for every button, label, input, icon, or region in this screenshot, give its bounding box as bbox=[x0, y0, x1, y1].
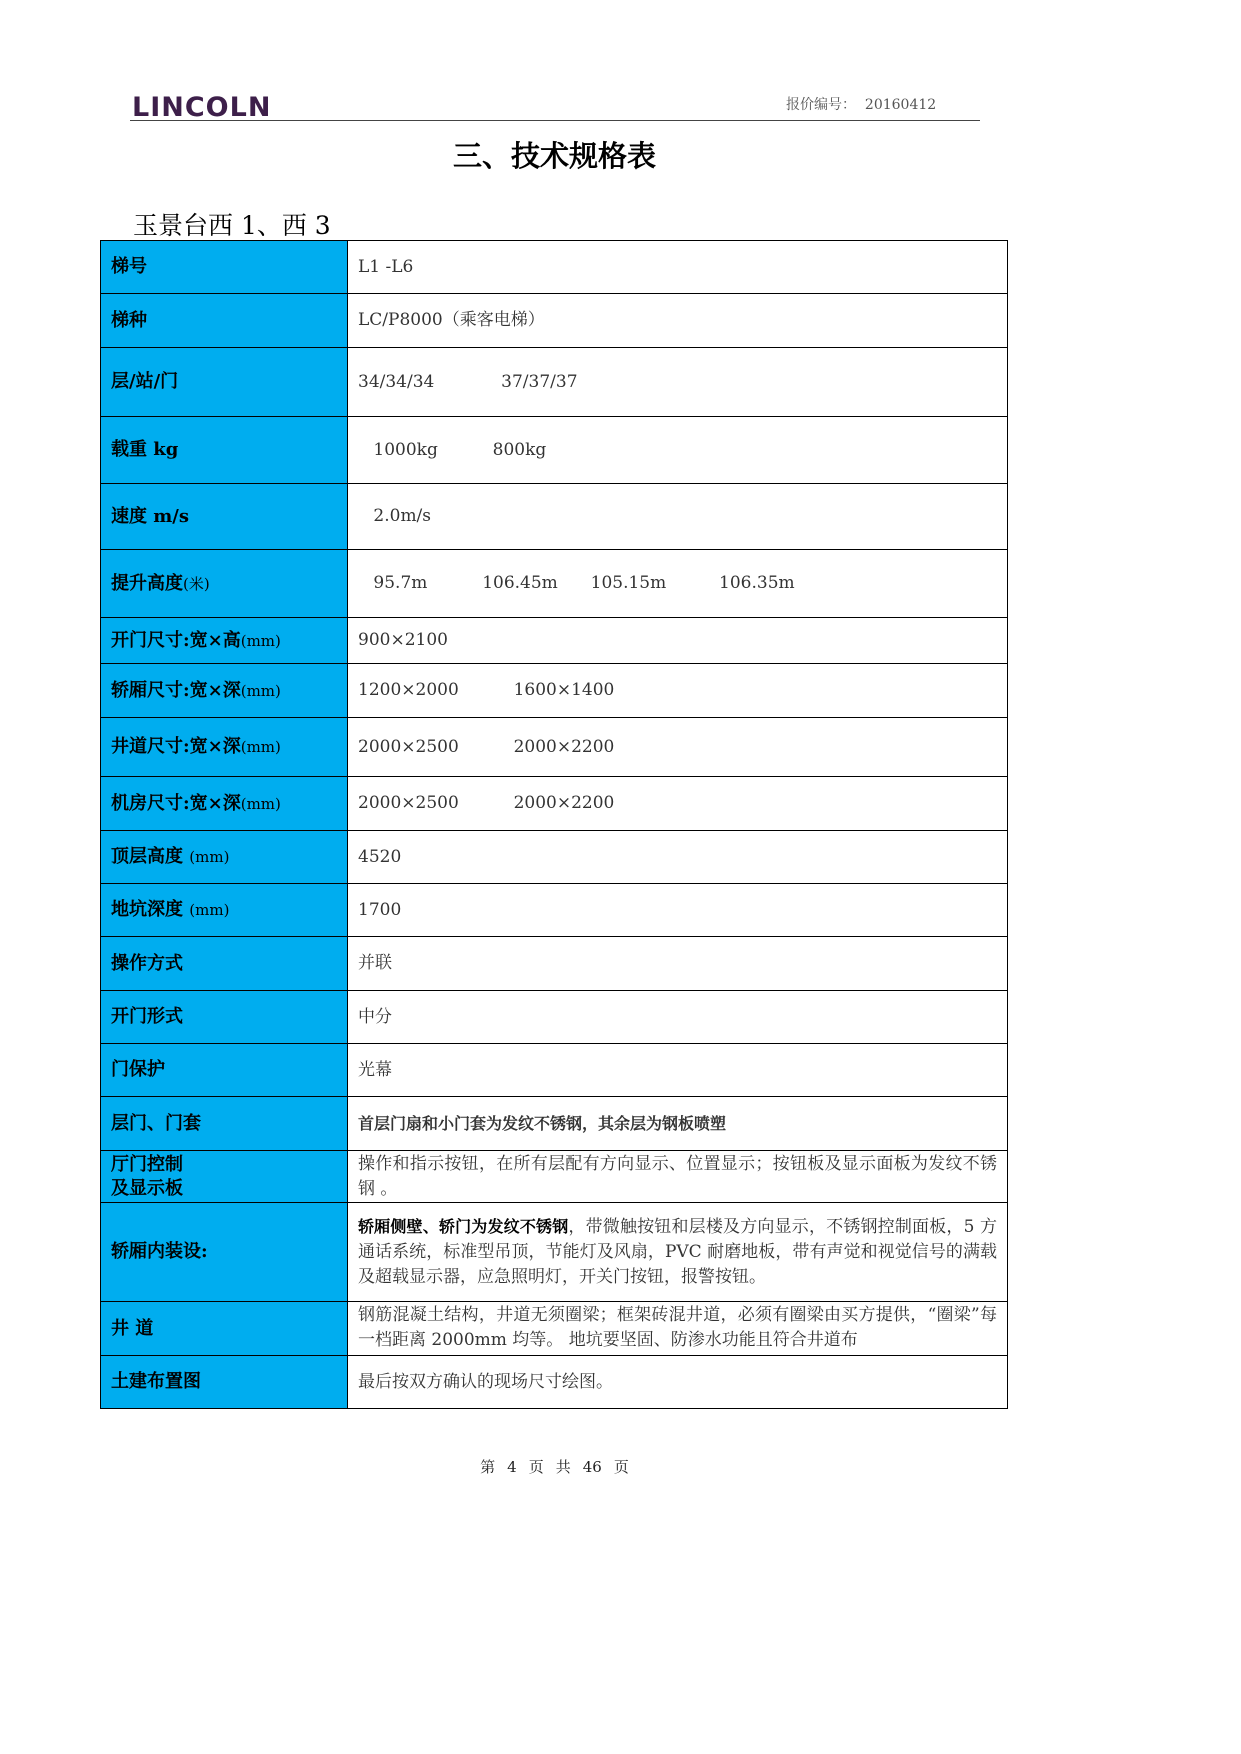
spec-row-door-type bbox=[101, 991, 1008, 1044]
spec-value-item: 900×2100 bbox=[358, 630, 448, 650]
spec-label: 土建布置图 bbox=[101, 1356, 348, 1409]
spec-value-text: 钢筋混凝土结构，井道无须圈梁；框架砖混井道，必须有圈梁由买方提供，“圈梁”每一档距离 2000mm 均等。 地坑要坚固、防渗水功能且符合井道布 bbox=[358, 1304, 997, 1350]
spec-row-load bbox=[101, 417, 1008, 484]
spec-value-item: 34/34/34 bbox=[358, 371, 435, 392]
spec-value-item: 2000×2200 bbox=[513, 793, 615, 813]
spec-label: 载重 kg bbox=[101, 417, 348, 484]
spec-row-speed bbox=[101, 484, 1008, 550]
spec-value-item: 2000×2500 bbox=[358, 793, 459, 813]
spec-value: LC/P8000（乘客电梯） bbox=[348, 294, 1008, 348]
spec-value-text: ，带微触按钮和层楼及方向显示，不锈钢控制面板，5 方通话系统，标准型吊顶，节能灯及风扇，PVC 耐磨地板，带有声觉和视觉信号的满载及超载显示器，应急照明灯，开关门按钮，报警按钮。 bbox=[358, 1217, 997, 1287]
spec-value-item: 106.45m bbox=[482, 573, 558, 593]
spec-label bbox=[101, 884, 348, 937]
technical-spec-table bbox=[100, 240, 1008, 1409]
spec-value: 中分 bbox=[348, 991, 1008, 1044]
spec-label-text: 井道尺寸:宽×深 bbox=[111, 736, 241, 757]
spec-value: 1700 bbox=[348, 884, 1008, 937]
spec-label-unit: (mm) bbox=[189, 901, 230, 919]
spec-value bbox=[348, 484, 1008, 550]
spec-row-door-size bbox=[101, 618, 1008, 664]
spec-value-bold: 轿厢侧壁、轿门为发纹不锈钢 bbox=[358, 1217, 569, 1236]
spec-row-hoistway-size bbox=[101, 718, 1008, 777]
spec-value: 并联 bbox=[348, 937, 1008, 991]
spec-row-machine-room-size bbox=[101, 777, 1008, 831]
spec-row-car-size bbox=[101, 664, 1008, 718]
spec-value: 光幕 bbox=[348, 1044, 1008, 1097]
spec-row-operation-mode bbox=[101, 937, 1008, 991]
spec-value-item: 1600×1400 bbox=[513, 680, 615, 700]
spec-label bbox=[101, 664, 348, 718]
spec-label-unit: (mm) bbox=[240, 738, 281, 756]
spec-label-text: 顶层高度 bbox=[111, 846, 183, 867]
spec-value bbox=[348, 777, 1008, 831]
spec-value: 4520 bbox=[348, 831, 1008, 884]
spec-label bbox=[101, 777, 348, 831]
spec-value bbox=[348, 718, 1008, 777]
spec-label: 开门形式 bbox=[101, 991, 348, 1044]
spec-row-car-interior bbox=[101, 1203, 1008, 1302]
spec-value: 操作和指示按钮，在所有层配有方向显示、位置显示；按钮板及显示面板为发纹不锈钢 。 bbox=[348, 1151, 1008, 1203]
spec-label: 井 道 bbox=[101, 1302, 348, 1356]
spec-value: 最后按双方确认的现场尺寸绘图。 bbox=[348, 1356, 1008, 1409]
spec-value bbox=[348, 664, 1008, 718]
spec-label: 梯种 bbox=[101, 294, 348, 348]
footer-page-number: 4 bbox=[507, 1458, 517, 1476]
spec-label bbox=[101, 831, 348, 884]
spec-value bbox=[348, 550, 1008, 618]
quote-number-value: 20160412 bbox=[864, 97, 937, 113]
spec-row-landing-door-frame bbox=[101, 1097, 1008, 1151]
spec-label-text: 地坑深度 bbox=[111, 899, 183, 920]
spec-row-elevator-no bbox=[101, 241, 1008, 294]
spec-value-item: 1000kg bbox=[373, 439, 438, 460]
spec-label-line: 厅门控制 bbox=[111, 1153, 183, 1175]
quote-number bbox=[786, 94, 936, 114]
spec-row-floors-stops-doors bbox=[101, 348, 1008, 417]
spec-label: 层门、门套 bbox=[101, 1097, 348, 1151]
spec-row-elevator-type bbox=[101, 294, 1008, 348]
spec-label-unit: (mm) bbox=[240, 794, 281, 813]
spec-row-civil-layout bbox=[101, 1356, 1008, 1409]
spec-value-item: 2000×2500 bbox=[358, 736, 459, 757]
spec-label-text: 提升高度 bbox=[111, 572, 183, 594]
spec-value-item: 2000×2200 bbox=[513, 736, 615, 757]
spec-label: 操作方式 bbox=[101, 937, 348, 991]
spec-label-line: 及显示板 bbox=[111, 1177, 183, 1199]
spec-value bbox=[348, 1302, 1008, 1356]
spec-row-hoistway bbox=[101, 1302, 1008, 1356]
spec-row-pit-depth bbox=[101, 884, 1008, 937]
spec-label bbox=[101, 550, 348, 618]
spec-value-item: 95.7m bbox=[373, 573, 428, 593]
page-title: 三、技术规格表 bbox=[452, 139, 656, 173]
spec-label: 层/站/门 bbox=[101, 348, 348, 417]
spec-value-item: 105.15m bbox=[590, 573, 667, 593]
project-name: 玉景台西 1、西 3 bbox=[133, 211, 331, 240]
spec-label-unit: (mm) bbox=[240, 681, 281, 700]
spec-value-item: 800kg bbox=[492, 439, 547, 460]
spec-label-unit: (米) bbox=[183, 574, 210, 593]
spec-label: 梯号 bbox=[101, 241, 348, 294]
spec-value bbox=[348, 348, 1008, 417]
spec-value-item: 1200×2000 bbox=[358, 680, 459, 700]
spec-label-text: 轿厢尺寸:宽×深 bbox=[111, 679, 241, 701]
spec-value bbox=[348, 1203, 1008, 1302]
footer-page-unit: 页 bbox=[528, 1458, 544, 1476]
spec-row-hall-control-display bbox=[101, 1151, 1008, 1203]
spec-label-unit: (mm) bbox=[240, 631, 281, 650]
spec-value-item: 106.35m bbox=[719, 573, 795, 593]
spec-label-text: 开门尺寸:宽×高 bbox=[111, 629, 241, 651]
footer-prefix: 第 bbox=[480, 1458, 496, 1476]
spec-value: 首层门扇和小门套为发纹不锈钢，其余层为钢板喷塑 bbox=[348, 1097, 1008, 1151]
spec-value-item: 37/37/37 bbox=[501, 371, 578, 392]
page-footer bbox=[0, 1456, 1109, 1477]
spec-row-door-protection bbox=[101, 1044, 1008, 1097]
spec-value-clip bbox=[358, 1303, 997, 1355]
spec-label bbox=[101, 1151, 348, 1203]
footer-total-prefix: 共 bbox=[555, 1458, 571, 1476]
footer-total-pages: 46 bbox=[582, 1458, 602, 1476]
spec-value: L1 -L6 bbox=[348, 241, 1008, 294]
spec-value bbox=[348, 618, 1008, 664]
header-divider bbox=[130, 120, 980, 121]
spec-label bbox=[101, 718, 348, 777]
spec-label bbox=[101, 618, 348, 664]
spec-value bbox=[348, 417, 1008, 484]
company-logo: LINCOLN bbox=[132, 92, 272, 123]
spec-label: 轿厢内装设: bbox=[101, 1203, 348, 1302]
spec-row-overhead-height bbox=[101, 831, 1008, 884]
quote-number-label: 报价编号： bbox=[786, 97, 856, 113]
spec-value-item: 2.0m/s bbox=[373, 506, 432, 526]
spec-label: 门保护 bbox=[101, 1044, 348, 1097]
footer-total-unit: 页 bbox=[613, 1458, 629, 1476]
spec-label: 速度 m/s bbox=[101, 484, 348, 550]
spec-label-text: 机房尺寸:宽×深 bbox=[111, 792, 241, 814]
spec-row-travel-height bbox=[101, 550, 1008, 618]
spec-label-unit: (mm) bbox=[189, 848, 230, 866]
